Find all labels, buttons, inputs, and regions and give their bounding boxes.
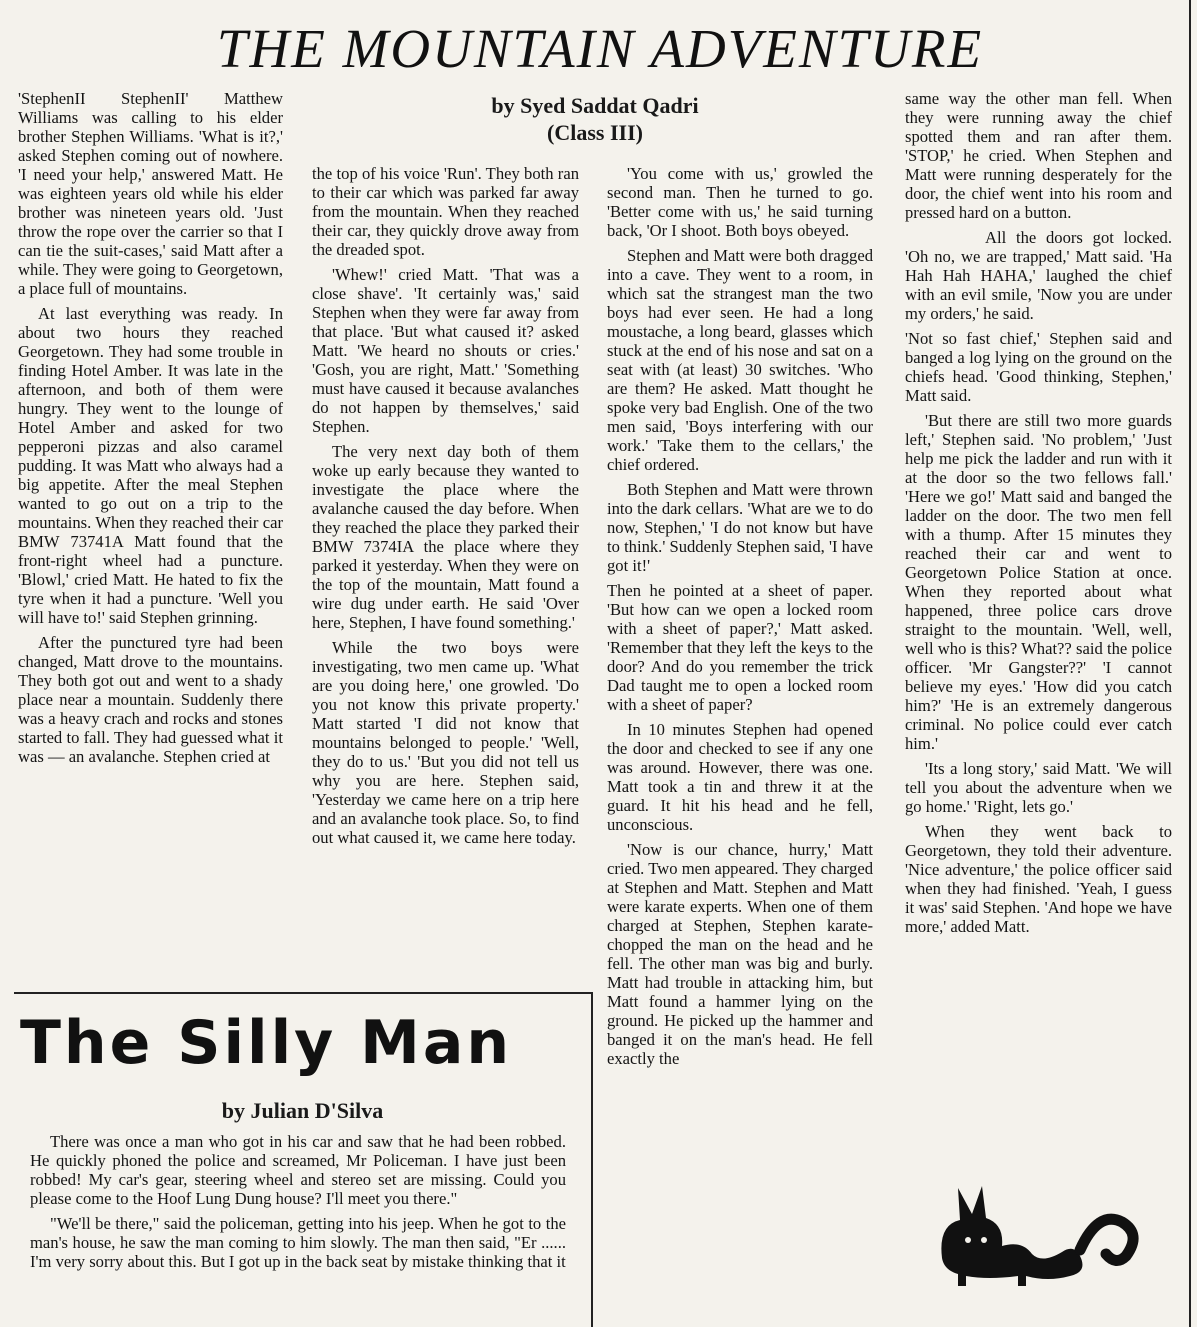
story-paragraph: While the two boys were investigating, two men came up. 'What are you doing here,' one growled. 'Do you not know this private property.' Matt started 'I did not know that mountains belonged to people.' 'Well, they do to us.' 'But you did not tell us why you are here. Stephen said, 'Yesterday we came here on a trip here and an avalanche took place. So, to find out what caused it, we came here today.: [312, 638, 579, 847]
story-paragraph: All the doors got locked. 'Oh no, we are trapped,' Matt said. 'Ha Hah Hah HAHA,' laughed the chief with an evil smile, 'Now you are under my orders,' he said.: [905, 228, 1172, 323]
section-divider: [14, 992, 592, 994]
story-paragraph: Both Stephen and Matt were thrown into the dark cellars. 'What are we to do now, Stephen,' 'I do not know but have to think.' Suddenly Stephen said, 'I have got it!': [607, 480, 873, 575]
story-paragraph: Then he pointed at a sheet of paper. 'But how can we open a locked room with a sheet of paper?,' Matt asked. 'Remember that they left the keys to the door? And do you remember the trick Dad taught me to open a locked room with a sheet of paper?: [607, 581, 873, 714]
page-edge-rule: [1189, 0, 1191, 1327]
silly-man-body: [30, 1132, 566, 1277]
column-divider: [591, 992, 593, 1327]
story-column-1: [18, 89, 283, 772]
story-class: (Class III): [547, 120, 643, 145]
silly-man-title: The Silly Man: [20, 1008, 513, 1078]
story-author: by Syed Saddat Qadri: [491, 93, 699, 118]
story-paragraph: the top of his voice 'Run'. They both ran to their car which was parked far away from the mountain. When they reached their car, they quickly drove away from the dreaded spot.: [312, 164, 579, 259]
story-paragraph: The very next day both of them woke up early because they wanted to investigate the place where the avalanche caused the day before. When they reached the place they parked their BMW 7374IA the place where they parked it yesterday. When they were on the top of the mountain, Matt found a wire dug under earth. He said 'Over here, Stephen, I have found something.': [312, 442, 579, 632]
story-paragraph: After the punctured tyre had been changed, Matt drove to the mountains. They both got out and went to a shady place near a mountain. Suddenly there was a heavy crach and rocks and stones started to fall. They had guessed what it was — an avalanche. Stephen cried at: [18, 633, 283, 766]
story-paragraph: 'Now is our chance, hurry,' Matt cried. Two men appeared. They charged at Stephen and Matt. Stephen and Matt were karate experts. When one of them charged at Stephen, Stephen karate-chopped the man on the head and he fell. The other man was big and burly. Matt had trouble in attacking him, but Matt found a hammer lying on the ground. He picked up the hammer and banged it on the man's head. He fell exactly the: [607, 840, 873, 1068]
story-paragraph: Stephen and Matt were both dragged into a cave. They went to a room, in which sat the strangest man the two boys had ever seen. He had a long moustache, a long beard, glasses which stuck at the end of his nose and sat on a seat with (at least) 30 switches. 'Who are them? He asked. Matt thought he spoke very bad English. One of the two men said, 'Boys interfering with our work.' 'Take them to the cellars,' the chief ordered.: [607, 246, 873, 474]
story-paragraph: "We'll be there," said the policeman, getting into his jeep. When he got to the man's house, he saw the man coming to him slowly. The man then said, "Er ...... I'm very sorry about this. But I got up in the back seat by mistake thinking that it: [30, 1214, 566, 1271]
cat-illustration: [930, 1180, 1150, 1290]
story-column-2: [312, 164, 579, 853]
story-paragraph: 'Its a long story,' said Matt. 'We will tell you about the adventure when we go home.' 'Right, lets go.': [905, 759, 1172, 816]
page-title: THE MOUNTAIN ADVENTURE: [216, 18, 984, 79]
story-paragraph: In 10 minutes Stephen had opened the door and checked to see if any one was around. However, there was one. Matt took a tin and threw it at the guard. It hit his head and he fell, unconscious.: [607, 720, 873, 834]
story-paragraph: 'Not so fast chief,' Stephen said and banged a log lying on the ground on the chiefs head. 'Good thinking, Stephen,' Matt said.: [905, 329, 1172, 405]
story-paragraph: same way the other man fell. When they were running away the chief spotted them and ran after them. 'STOP,' he cried. When Stephen and Matt were running desperately for the door, the chief went into his room and pressed hard on a button.: [905, 89, 1172, 222]
story-paragraph: 'StephenII StephenII' Matthew Williams was calling to his elder brother Stephen Williams. 'What is it?,' asked Stephen coming out of nowhere. 'I need your help,' answered Matt. He was eighteen years old while his elder brother was nineteen years old. 'Just throw the rope over the carrier so that I can tie the suit-cases,' said Matt after a while. They were going to Georgetown, a place full of mountains.: [18, 89, 283, 298]
story-column-4: [905, 89, 1172, 942]
story-paragraph: At last everything was ready. In about two hours they reached Georgetown. They had some trouble in finding Hotel Amber. It was late in the afternoon, and both of them were hungry. They went to the lounge of Hotel Amber and asked for two pepperoni pizzas and also caramel pudding. It was Matt who always had a big appetite. After the meal Stephen wanted to go out on a trip to the mountains. When they reached their car BMW 73741A Matt found that the front-right wheel had a puncture. 'Blowl,' cried Matt. He hated to fix the tyre when it had a puncture. 'Well you will have to!' said Stephen grinning.: [18, 304, 283, 627]
story-column-3: [607, 164, 873, 1074]
story-paragraph: There was once a man who got in his car and saw that he had been robbed. He quickly phoned the police and screamed, Mr Policeman. I have just been robbed! My car's gear, steering wheel and stereo set are missing. Could you please come to the Hoof Lung Dung house? I'll meet you there.": [30, 1132, 566, 1208]
story-paragraph: 'Whew!' cried Matt. 'That was a close shave'. 'It certainly was,' said Stephen when they were far away from that place. 'But what caused it? asked Matt. 'We heard no shouts or cries.' 'Gosh, you are right, Matt.' 'Something must have caused it because avalanches do not happen by themselves,' said Stephen.: [312, 265, 579, 436]
silly-man-byline: by Julian D'Silva: [221, 1098, 384, 1123]
story-paragraph: When they went back to Georgetown, they told their adventure. 'Nice adventure,' the police officer said when they had finished. 'Yeah, I guess it was' said Stephen. 'And hope we have more,' added Matt.: [905, 822, 1172, 936]
story-paragraph: 'But there are still two more guards left,' Stephen said. 'No problem,' 'Just help me pick the ladder and run with it at the door so the two fellows fall.' 'Here we go!' Matt said and banged the ladder on the door. The two men fell with a thump. After 15 minutes they reached their car and went to Georgetown Police Station at once. When they reported about what happened, three police cars drove straight to the mountain. 'Well, well, well who is this? What?? said the police officer. 'Mr Gangster??' 'I cannot believe my eyes.' 'How did you catch him?' 'He is an extremely dangerous criminal. No police could ever catch him.': [905, 411, 1172, 753]
story-byline: [305, 92, 885, 146]
story-paragraph: 'You come with us,' growled the second man. Then he turned to go. 'Better come with us,' he said turning back, 'Or I shoot. Both boys obeyed.: [607, 164, 873, 240]
